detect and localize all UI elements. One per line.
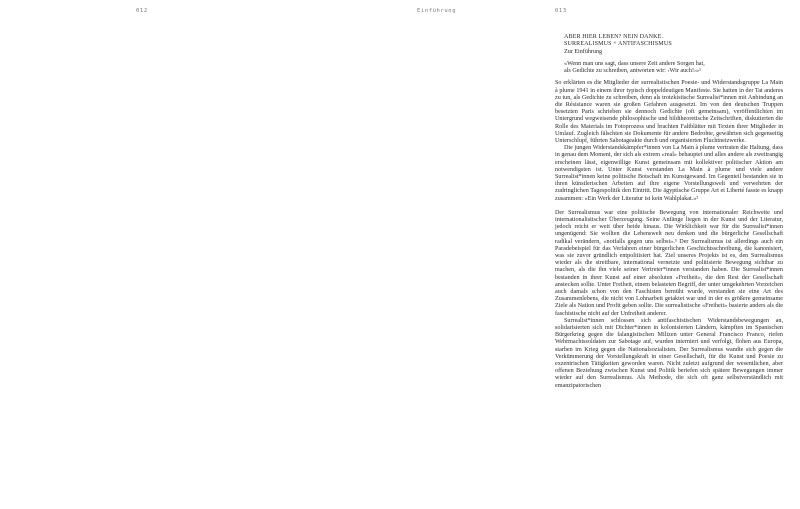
section-gap (555, 203, 783, 210)
heading-line-1: ABER HIER LEBEN? NEIN DANKE. (564, 34, 664, 40)
epigraph-line-2: als Gedichte zu schreiben, antworten wir: ‹Wir auch!›»¹ (564, 68, 701, 75)
left-page-number: 012 (136, 8, 148, 14)
article-body (555, 34, 783, 390)
paragraph-4: Surrealist*innen schlossen sich antifaschistischen Widerstandsbewegungen an, solidarisierten sich mit Dichter*innen in kolonisierten Ländern, kämpften im Spanischen Bürgerkrieg gegen die falangistischen Milizen unter General Francisco Franco, riefen Wehrmachtssoldaten zur Sabotage auf, wurden interniert und verfolgt, flohen aus Europa, starben im Krieg gegen die Nationalsozialisten. Der Surrealismus wandte sich gegen die Verkümmerung der Vorstellungskraft in einer Gesellschaft, für die Kunst und Poesie zu exzentrischen Tätigkeiten geworden waren. Nicht zuletzt aufgrund der wesentlichen, aber offenen Beziehung zwischen Kunst und Politik beriefen sich spätere Bewegungen immer wieder auf den Surrealismus. Als Methode, die sich oft ganz selbstverständlich mit emanzipatorischen (555, 317, 783, 389)
running-head: Einführung (417, 8, 457, 14)
epigraph-line-1: «Wenn man uns sagt, dass unsere Zeit andere Sorgen hat, (564, 60, 705, 67)
chapter-heading (555, 34, 783, 56)
paragraph-3: Der Surrealismus war eine politische Bewegung von internationaler Reichweite und internationalistischer Überzeugung. Seine Anfänge liegen in der Kunst und der Literatur, jedoch reicht er weit über beide hinaus. Die Wirklichkeit war für die Surrealist*innen ungenügend: Sie wollten die Lebenswelt neu denken und die bürgerliche Gesellschaft radikal verändern, «notfalls gegen uns selbst».³ Der Surrealismus ist allerdings auch ein Paradebeispiel für das Verfahren einer bürgerlichen Geschichtsschreibung, die kanonisiert, was sie zuvor gründlich entpolitisiert hat. Ziel unseres Projekts ist es, den Surrealismus wieder als die streitbare, international vernetzte und politisierte Bewegung sichtbar zu machen, als die ihn viele seiner Vertreter*innen verstanden haben. Die Surrealist*innen bestanden in ihrer Kunst auf einer absoluten «Freiheit», die den Rest der Gesellschaft anstecken sollte. Unter Freiheit, einem belasteten Begriff, der unter umgekehrten Vorzeichen auch damals schon von den Faschisten bemüht wurde, verstanden sie eine Art des Zusammenlebens, die nicht von Lohnarbeit getaktet war und in der es größere gemeinsame Ziele als Nation und Profit geben sollte. Die surrealistische «Freiheit» basierte anders als die faschistische nicht auf der Unfreiheit anderer. (555, 209, 783, 317)
paragraph-1: So erklärten es die Mitglieder der surrealistischen Poesie- und Widerstandsgruppe La Main à plume 1941 in einem ihrer typisch doppeldeutigen Manifeste. Sie hatten in der Tat anderes zu tun, als Gedichte zu schreiben, denn als trotzkistische Surrealist*innen mit Anbindung an die Résistance waren sie großen Gefahren ausgesetzt. Im von den deutschen Truppen besetzten Paris schrieben sie dennoch Gedichte (oft gemeinsam), veröffentlichten im Untergrund wegweisende philosophische und bildtheoretische Zeitschriften, diskutierten die Rolle des Materials im Fotoprozess und brachten Faltblätter mit Texten ihrer Mitglieder in Umlauf. Zugleich fälschten sie Dokumente für andere Bedrohte, gewährten sich gegenseitig Unterschlupf, führten Sabotageakte durch und organisierten Fluchtnetzwerke. (555, 80, 783, 144)
heading-line-2: SURREALISMUS + ANTIFASCHISMUS (564, 41, 672, 48)
right-page-number: 013 (555, 8, 567, 14)
epigraph (555, 61, 783, 75)
paragraph-2: Die jungen Widerstandskämpfer*innen von La Main à plume vertraten die Haltung, dass in genau dem Moment, der sich als extrem «real» behauptet und alles andere als zweitrangig erscheinen lässt, eigenwillige Kunst gemeinsam mit kollektiver politischer Aktion am notwendigsten ist. Unter Kunst verstanden La Main à plume und viele andere Surrealist*innen keine politische Botschaft im Kunstgewand. Im Gegenteil bestanden sie in ihren künstlerischen Arbeiten auf ihre eigene Vorstellungswelt und verwehrten der zudringlichen Tagespolitik den Eintritt. Die ägyptische Gruppe Art et Liberté fasste es knapp zusammen: «Ein Werk der Literatur ist kein Wahlplakat.»² (555, 145, 783, 202)
chapter-subheading: Zur Einführung (564, 48, 603, 55)
